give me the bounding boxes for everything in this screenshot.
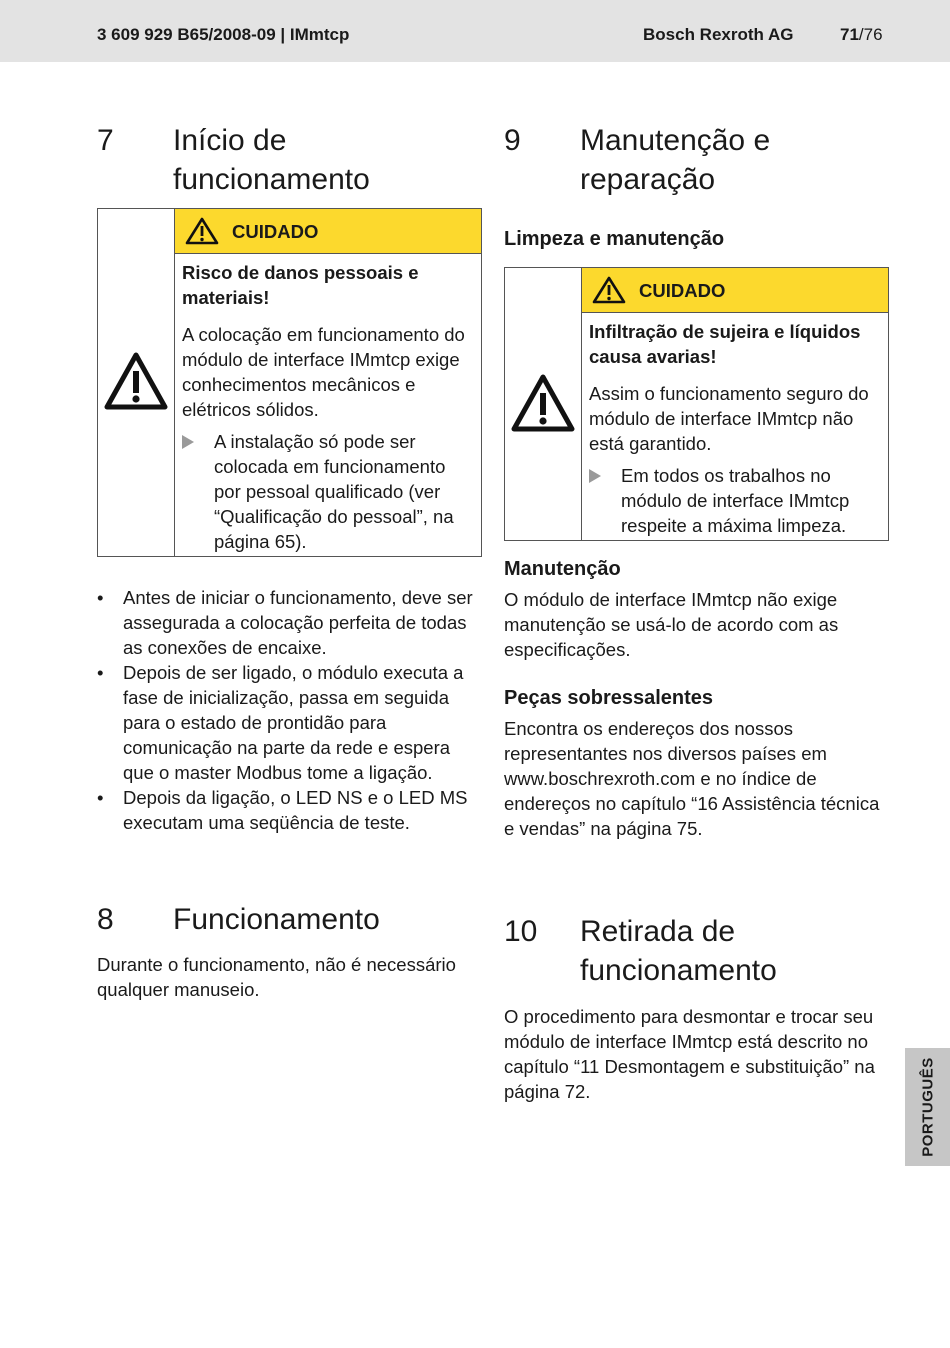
section-7-heading	[97, 121, 482, 199]
warning-title: Infiltração de sujeira e líquidos causa avarias!	[589, 321, 861, 367]
section-7-list	[97, 585, 482, 835]
warning-box-section-9	[504, 267, 889, 541]
section-9-maintenance	[504, 558, 889, 841]
document-id: 3 609 929 B65/2008-09 | IMmtcp	[97, 25, 350, 44]
section-7-number: 7	[97, 124, 114, 157]
list-item: • Depois da ligação, o LED NS e o LED MS executam uma seqüência de teste.	[97, 787, 468, 833]
warning-icon-column	[98, 209, 175, 556]
section-10-number: 10	[504, 915, 538, 948]
section-8-text: Durante o funcionamento, não é necessário qualquer manuseio.	[97, 954, 456, 1000]
list-item: • Depois de ser ligado, o módulo executa a fase de inicialização, passa em seguida para o estado de prontidão para comunicação na parte da rede e espera que o master Modbus tome a ligação.	[97, 662, 464, 783]
maintenance-text: O módulo de interface IMmtcp não exige manutenção se usá-lo de acordo com as especificações.	[504, 589, 839, 660]
section-9-title-line2: reparação	[580, 163, 716, 196]
warning-band	[582, 268, 888, 313]
warning-step	[589, 463, 880, 538]
step-arrow-icon	[182, 435, 194, 449]
spare-parts-text: Encontra os endereços dos nossos representantes nos diversos países em www.boschrexroth.com e no índice de endereços no capítulo “16 Assistência técnica e vendas” na página 75.	[504, 718, 880, 839]
section-10	[504, 912, 889, 1104]
warning-label: CUIDADO	[639, 280, 726, 301]
subheading-spare-parts: Peças sobressalentes	[504, 687, 714, 709]
bullet-glyph: •	[97, 787, 104, 808]
section-10-title-line2: funcionamento	[580, 954, 777, 987]
company-name: Bosch Rexroth AG	[643, 25, 794, 44]
subheading-maintenance: Manutenção	[504, 558, 621, 580]
warning-band	[175, 209, 481, 254]
small-warning-triangle-icon	[592, 276, 626, 304]
section-10-title-line1: Retirada de	[580, 915, 736, 948]
section-9-heading	[504, 121, 889, 199]
warning-label: CUIDADO	[232, 221, 319, 242]
section-7	[97, 121, 482, 199]
section-8-title: Funcionamento	[173, 903, 380, 936]
section-9-number: 9	[504, 124, 521, 157]
bullet-glyph: •	[97, 587, 104, 608]
warning-text: Assim o funcionamento seguro do módulo de interface IMmtcp não está garantido.	[589, 383, 869, 454]
step-arrow-icon	[589, 469, 601, 483]
page-header	[0, 0, 950, 62]
list-item: • Antes de iniciar o funcionamento, deve ser assegurada a colocação perfeita de todas as conexões de encaixe.	[97, 587, 473, 658]
warning-triangle-icon	[511, 374, 575, 432]
warning-step	[182, 429, 473, 554]
small-warning-triangle-icon	[185, 217, 219, 245]
subheading-cleaning: Limpeza e manutenção	[504, 228, 725, 250]
language-tab-label: PORTUGUÊS	[919, 1057, 936, 1157]
warning-text: A colocação em funcionamento do módulo de interface IMmtcp exige conhecimentos mecânicos e elétricos sólidos.	[182, 324, 465, 420]
section-8	[97, 900, 482, 1002]
bullet-glyph: •	[97, 662, 104, 683]
warning-icon-column	[505, 268, 582, 540]
section-7-title-line1: Início de	[173, 124, 287, 157]
warning-box-section-7	[97, 208, 482, 557]
section-8-number: 8	[97, 903, 114, 936]
language-tab	[905, 1048, 950, 1166]
warning-step-text: A instalação só pode ser colocada em funcionamento por pessoal qualificado (ver “Qualificação do pessoal”, na página 65).	[214, 431, 454, 552]
warning-triangle-icon	[104, 352, 168, 410]
section-10-text: O procedimento para desmontar e trocar seu módulo de interface IMmtcp está descrito no capítulo “11 Desmontagem e substituição” na página 72.	[504, 1006, 875, 1102]
section-9-title-line1: Manutenção e	[580, 124, 771, 157]
page-number: 71/76	[840, 25, 883, 44]
section-9	[504, 121, 889, 251]
section-10-heading	[504, 912, 889, 990]
warning-step-text: Em todos os trabalhos no módulo de interface IMmtcp respeite a máxima limpeza.	[621, 465, 850, 536]
section-7-title-line2: funcionamento	[173, 163, 370, 196]
section-8-heading	[97, 900, 482, 939]
warning-title: Risco de danos pessoais e materiais!	[182, 262, 419, 308]
